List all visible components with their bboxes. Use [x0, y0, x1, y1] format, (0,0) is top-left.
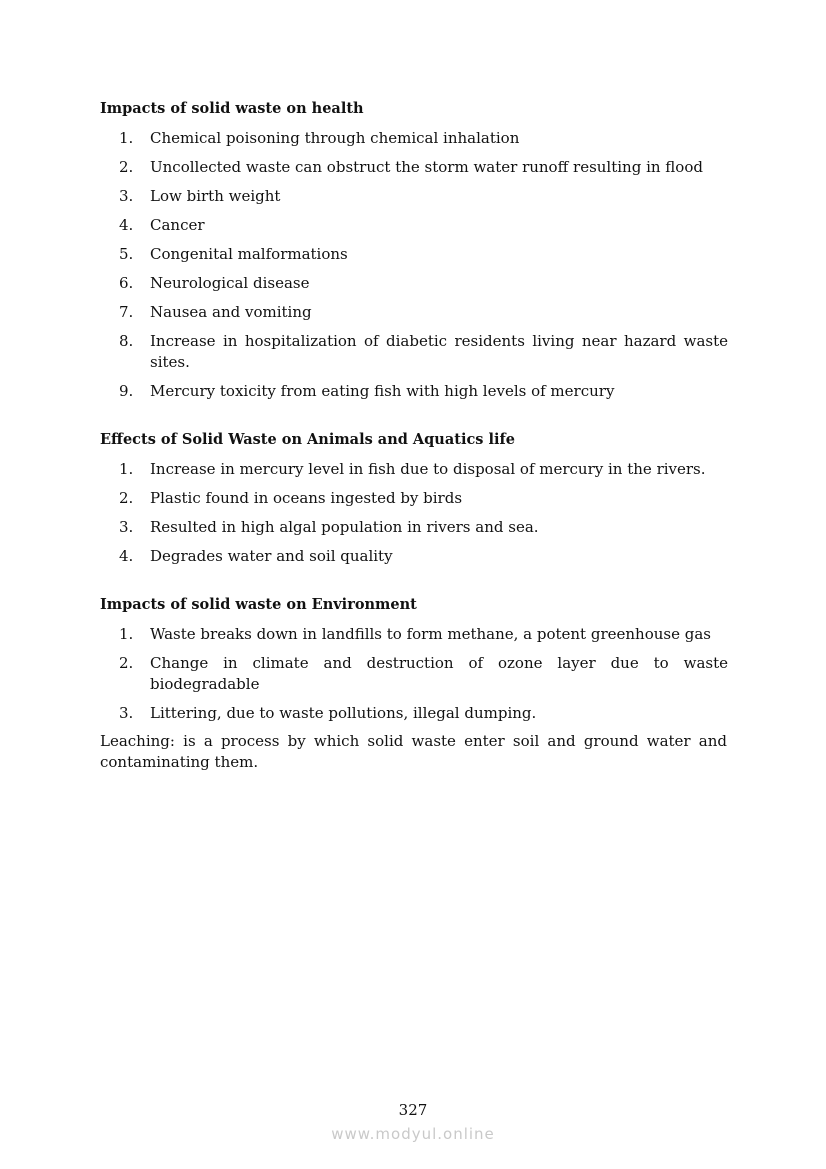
item-number: 2.: [119, 158, 134, 176]
section-heading: Impacts of solid waste on Environment: [100, 596, 417, 613]
item-text: Uncollected waste can obstruct the storm water runoff resulting in flood: [150, 158, 703, 176]
list-item: [100, 128, 728, 149]
item-text: Increase in hospitalization of diabetic residents living near hazard waste sites.: [150, 332, 728, 371]
item-number: 1.: [119, 625, 134, 643]
item-number: 6.: [119, 274, 134, 292]
item-number: 3.: [119, 187, 134, 205]
item-number: 1.: [119, 460, 134, 478]
list-item: [100, 459, 728, 480]
item-text: Change in climate and destruction of ozone layer due to waste biodegradable: [150, 654, 728, 693]
list-item: [100, 273, 728, 294]
item-text: Littering, due to waste pollutions, illegal dumping.: [150, 704, 537, 722]
list-item: [100, 215, 728, 236]
item-number: 3.: [119, 518, 134, 536]
item-text: Resulted in high algal population in rivers and sea.: [150, 518, 539, 536]
list-item: [100, 703, 728, 724]
list-item: [100, 244, 728, 265]
item-text: Mercury toxicity from eating fish with high levels of mercury: [150, 382, 615, 400]
item-text: Chemical poisoning through chemical inhalation: [150, 129, 520, 147]
animals-effects-list: [100, 459, 728, 567]
section-environment: [100, 595, 728, 732]
list-item: [100, 546, 728, 567]
list-item: [100, 517, 728, 538]
section-heading: Impacts of solid waste on health: [100, 100, 364, 117]
item-number: 3.: [119, 704, 134, 722]
section-health: [100, 99, 728, 410]
environment-impacts-list: [100, 624, 728, 724]
list-item: [100, 381, 728, 402]
list-item: [100, 302, 728, 323]
section-animals-aquatics: [100, 430, 728, 575]
watermark-text: www.modyul.online: [331, 1125, 495, 1143]
list-item: [100, 488, 728, 509]
item-number: 2.: [119, 489, 134, 507]
item-number: 5.: [119, 245, 134, 263]
item-text: Nausea and vomiting: [150, 303, 312, 321]
list-item: [100, 653, 728, 695]
item-text: Increase in mercury level in fish due to disposal of mercury in the rivers.: [150, 460, 706, 478]
list-item: [100, 624, 728, 645]
leaching-paragraph: Leaching: is a process by which solid waste enter soil and ground water and contaminating them.: [100, 732, 727, 771]
item-text: Neurological disease: [150, 274, 310, 292]
item-number: 2.: [119, 654, 134, 672]
page-number: 327: [398, 1101, 428, 1119]
list-item: [100, 157, 728, 178]
item-number: 4.: [119, 216, 134, 234]
item-text: Degrades water and soil quality: [150, 547, 393, 565]
health-impacts-list: [100, 128, 728, 402]
item-number: 8.: [119, 332, 134, 350]
item-text: Cancer: [150, 216, 205, 234]
list-item: [100, 331, 728, 373]
item-number: 7.: [119, 303, 134, 321]
item-number: 9.: [119, 382, 134, 400]
item-text: Waste breaks down in landfills to form methane, a potent greenhouse gas: [150, 625, 711, 643]
item-text: Plastic found in oceans ingested by birds: [150, 489, 463, 507]
item-number: 4.: [119, 547, 134, 565]
list-item: [100, 186, 728, 207]
item-number: 1.: [119, 129, 134, 147]
item-text: Low birth weight: [150, 187, 281, 205]
item-text: Congenital malformations: [150, 245, 348, 263]
section-heading: Effects of Solid Waste on Animals and Aquatics life: [100, 431, 515, 448]
